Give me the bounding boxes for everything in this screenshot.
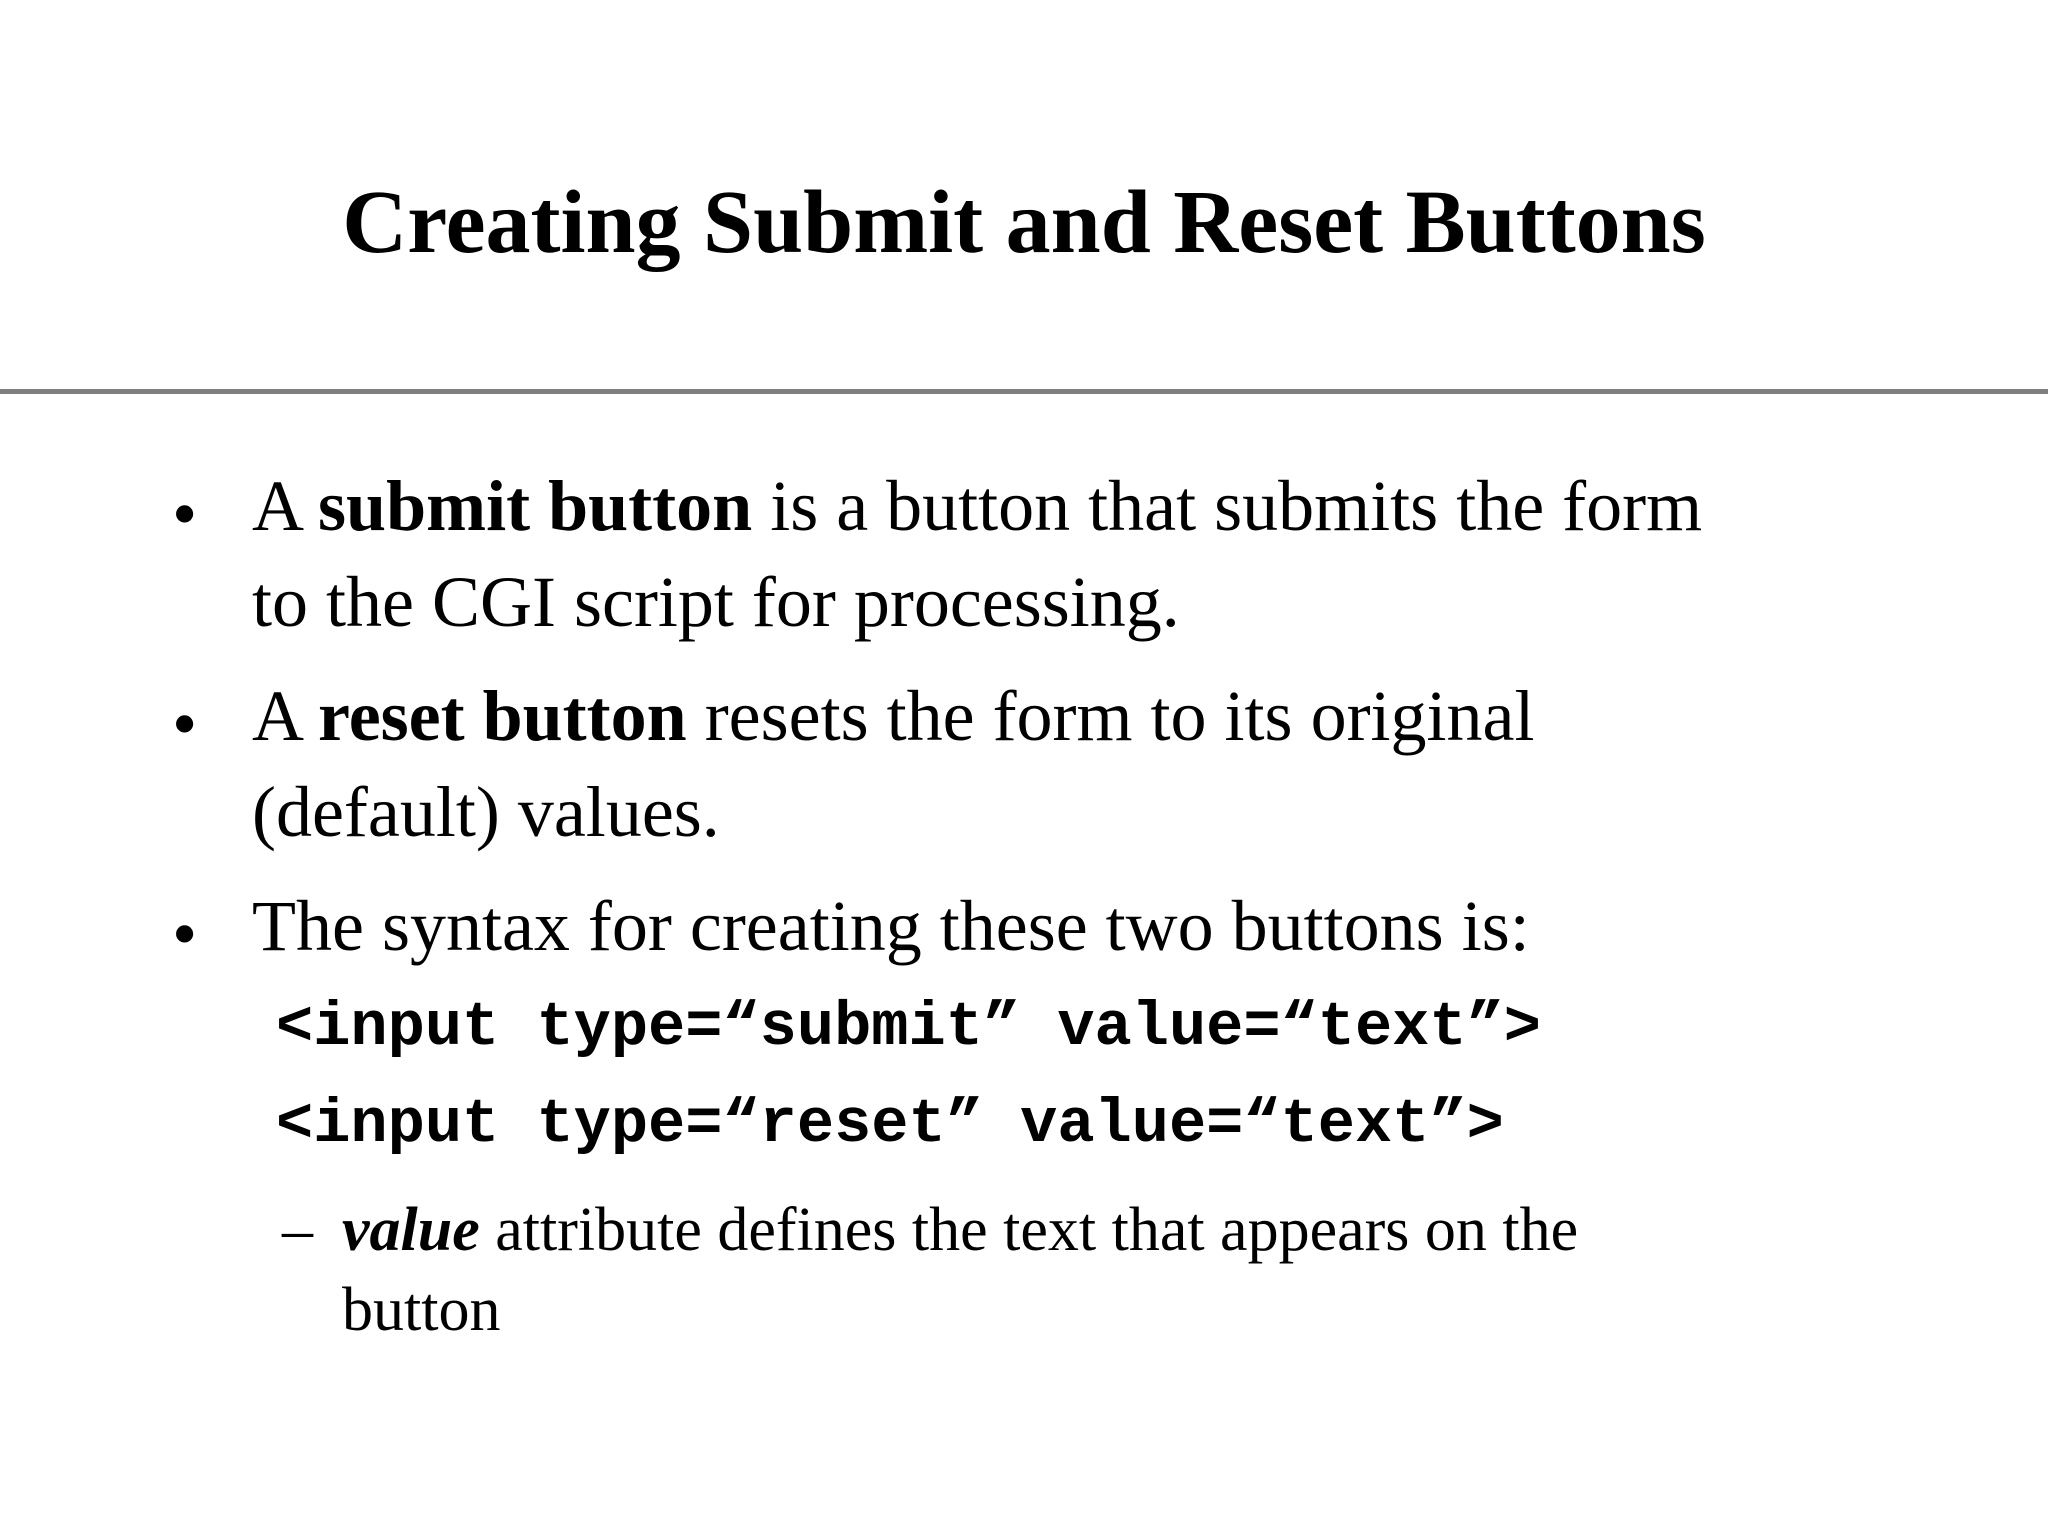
slide-title: Creating Submit and Reset Buttons [342, 173, 1706, 272]
sub-bullet-dash: – [282, 1196, 313, 1264]
title-divider [0, 389, 2048, 394]
code-line-reset: <input type=“reset” value=“text”> [276, 1089, 1504, 1160]
bullet-2-term: reset button [318, 676, 687, 756]
bullet-1-line-1 [252, 458, 1702, 554]
sub-bullet-line-1 [342, 1190, 1578, 1270]
bullet-2-prefix: A [252, 676, 319, 756]
bullet-2-line-1 [252, 668, 1535, 764]
bullet-1-line-2: to the CGI script for processing. [252, 562, 1180, 642]
bullet-dot-3: • [172, 894, 198, 974]
bullet-dot-2: • [172, 684, 198, 764]
bullet-2-suffix: resets the form to its original [686, 676, 1535, 756]
sub-bullet-term: value [342, 1196, 480, 1264]
bullet-3-line-1: The syntax for creating these two buttons is: [252, 886, 1530, 966]
sub-bullet-suffix: attribute defines the text that appears on the [479, 1196, 1579, 1264]
bullet-1-suffix: is a button that submits the form [752, 466, 1703, 546]
bullet-1-prefix: A [252, 466, 319, 546]
sub-bullet-line-2: button [342, 1276, 501, 1344]
bullet-dot-1: • [172, 474, 198, 554]
bullet-1-term: submit button [318, 466, 753, 546]
bullet-2-line-2: (default) values. [252, 772, 720, 852]
code-line-submit: <input type=“submit” value=“text”> [276, 992, 1542, 1063]
